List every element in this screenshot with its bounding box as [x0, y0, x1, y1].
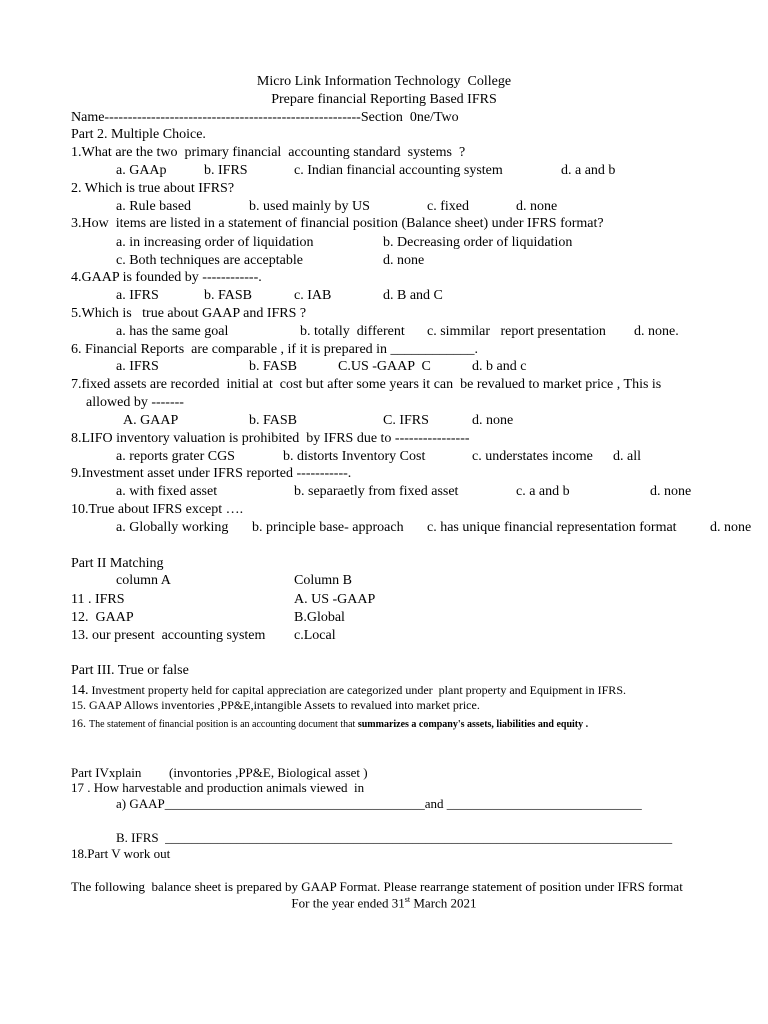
period-text: For the year ended 31	[291, 895, 405, 911]
match-11-a: 11 . IFRS	[71, 592, 125, 607]
part-ii-title: Part II Matching	[71, 556, 164, 571]
q9-option-a: a. with fixed asset	[116, 484, 218, 499]
question-7-cont: allowed by -------	[86, 395, 184, 410]
statement-16-text: The statement of financial position is an accounting document that	[89, 719, 358, 730]
q2-option-a: a. Rule based	[116, 199, 192, 214]
question-5: 5.Which is true about GAAP and IFRS ?	[71, 306, 307, 321]
q5-option-b: b. totally different	[300, 324, 405, 339]
part-iii-title: Part III. True or false	[71, 663, 189, 678]
q6-option-a: a. IFRS	[116, 359, 159, 374]
ifrs-answer-line: B. IFRS ______________________________________________________________________________	[116, 830, 673, 845]
match-13-b: c.Local	[294, 628, 336, 643]
q5-option-a: a. has the same goal	[116, 324, 229, 339]
balance-sheet-instruction: The following balance sheet is prepared by GAAP Format. Please rearrange statement of position under IFRS format	[71, 879, 683, 894]
q7-option-c: C. IFRS	[383, 413, 429, 428]
gaap-answer-blank-1: a) GAAP________________________________________	[116, 796, 425, 811]
q5-option-c: c. simmilar report presentation	[427, 324, 606, 339]
question-4: 4.GAAP is founded by ------------.	[71, 270, 262, 285]
question-18: 18.Part V work out	[71, 846, 171, 861]
statement-16-number: 16.	[71, 716, 89, 730]
q4-option-a: a. IFRS	[116, 288, 159, 303]
period-superscript: st	[404, 895, 411, 904]
q2-option-d: d. none	[516, 199, 558, 214]
q1-option-d: d. a and b	[561, 163, 616, 178]
part-iv-title: Part IVxplain	[71, 765, 142, 780]
match-12-b: B.Global	[294, 610, 345, 625]
period-month: March 2021	[410, 895, 477, 911]
part-iv-subtitle: (invontories ,PP&E, Biological asset )	[169, 765, 368, 780]
q9-option-d: d. none	[650, 484, 692, 499]
part2-title: Part 2. Multiple Choice.	[71, 127, 206, 142]
statement-16-bold: summarizes a company's assets, liabilities and equity .	[357, 719, 589, 730]
statement-15: 15. GAAP Allows inventories ,PP&E,intangible Assets to revalued into market price.	[71, 698, 480, 712]
question-17: 17 . How harvestable and production animals viewed in	[71, 780, 365, 795]
match-13-a: 13. our present accounting system	[71, 628, 266, 643]
q8-option-c: c. understates income	[472, 449, 593, 464]
question-2: 2. Which is true about IFRS?	[71, 181, 235, 196]
statement-16	[71, 715, 588, 731]
q7-option-d: d. none	[472, 413, 514, 428]
question-7: 7.fixed assets are recorded initial at cost but after some years it can be revalued to market price , This is	[71, 377, 662, 392]
q2-option-c: c. fixed	[427, 199, 469, 214]
column-a-header: column A	[116, 573, 171, 588]
q5-option-d: d. none.	[634, 324, 679, 339]
statement-14-number: 14.	[71, 683, 89, 698]
q10-option-b: b. principle base- approach	[252, 520, 404, 535]
q8-option-a: a. reports grater CGS	[116, 449, 235, 464]
q7-option-b: b. FASB	[249, 413, 297, 428]
q9-option-c: c. a and b	[516, 484, 570, 499]
q1-option-b: b. IFRS	[204, 163, 248, 178]
question-9: 9.Investment asset under IFRS reported -----------.	[71, 466, 352, 481]
q8-option-d: d. all	[613, 449, 641, 464]
gaap-answer-line	[116, 797, 642, 810]
question-10: 10.True about IFRS except ….	[71, 502, 244, 517]
column-b-header: Column B	[294, 573, 352, 588]
q4-option-c: c. IAB	[294, 288, 332, 303]
question-8: 8.LIFO inventory valuation is prohibited by IFRS due to ----------------	[71, 431, 470, 446]
q2-option-b: b. used mainly by US	[249, 199, 370, 214]
q6-option-d: d. b and c	[472, 359, 527, 374]
q10-option-a: a. Globally working	[116, 520, 229, 535]
statement-14-text: Investment property held for capital appreciation are categorized under plant property and Equipment in IFRS.	[88, 683, 626, 697]
q8-option-b: b. distorts Inventory Cost	[283, 449, 426, 464]
q1-option-c: c. Indian financial accounting system	[294, 163, 503, 178]
q6-option-c: C.US -GAAP C	[338, 359, 431, 374]
college-title: Micro Link Information Technology College	[256, 74, 512, 89]
q4-option-b: b. FASB	[204, 288, 252, 303]
q9-option-b: b. separaetly from fixed asset	[294, 484, 459, 499]
q4-option-d: d. B and C	[383, 288, 443, 303]
q3-option-b: b. Decreasing order of liquidation	[383, 235, 573, 250]
question-1: 1.What are the two primary financial accounting standard systems ?	[71, 145, 466, 160]
q3-option-d: d. none	[383, 253, 425, 268]
q6-option-b: b. FASB	[249, 359, 297, 374]
match-12-a: 12. GAAP	[71, 610, 134, 625]
course-title: Prepare financial Reporting Based IFRS	[271, 92, 497, 107]
q7-option-a: A. GAAP	[123, 413, 179, 428]
q1-option-a: a. GAAp	[116, 163, 167, 178]
gaap-answer-and: and	[424, 796, 447, 811]
q10-option-d: d. none	[710, 520, 752, 535]
question-3: 3.How items are listed in a statement of financial position (Balance sheet) under IFRS format?	[71, 216, 604, 231]
statement-14	[71, 682, 626, 698]
gaap-answer-blank-2: ______________________________	[446, 796, 642, 811]
q3-option-c: c. Both techniques are acceptable	[116, 253, 303, 268]
q10-option-c: c. has unique financial representation format	[427, 520, 677, 535]
period-line	[0, 896, 768, 909]
name-section-line: Name-------------------------------------------------------Section 0ne/Two	[71, 110, 459, 125]
question-6: 6. Financial Reports are comparable , if it is prepared in ____________.	[71, 342, 479, 357]
q3-option-a: a. in increasing order of liquidation	[116, 235, 314, 250]
match-11-b: A. US -GAAP	[294, 592, 376, 607]
